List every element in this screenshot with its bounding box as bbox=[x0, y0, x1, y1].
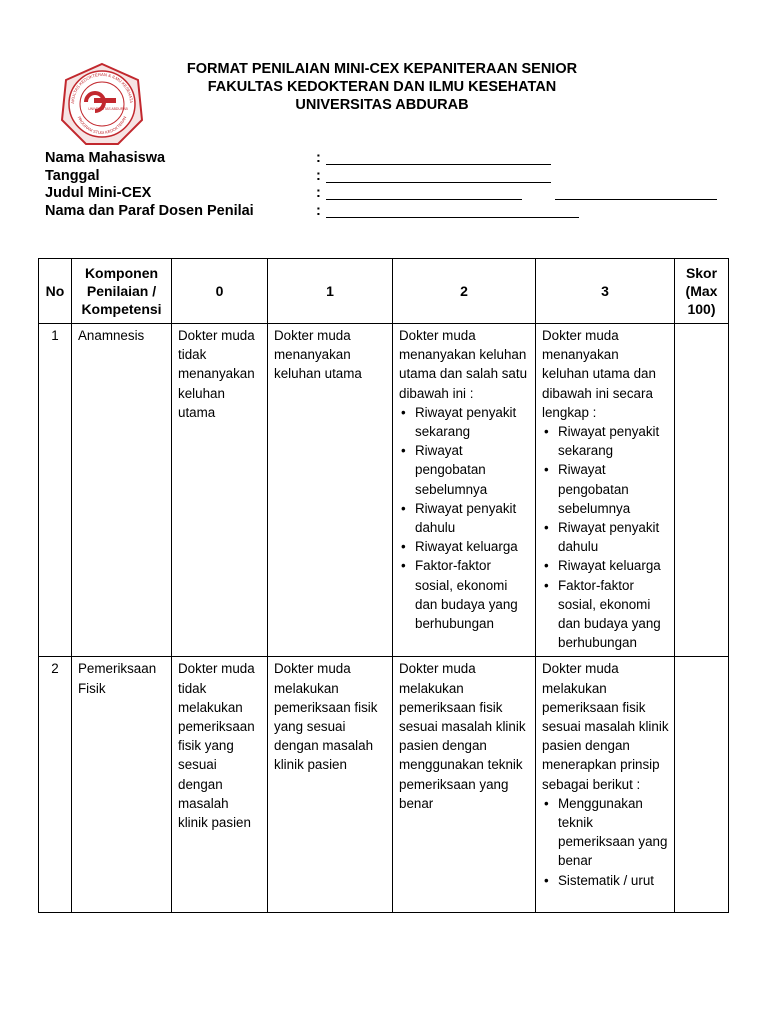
row-criteria-1: Dokter muda melakukan pemeriksaan fisik yang sesuai dengan masalah klinik pasien bbox=[268, 657, 393, 913]
header-score-2: 2 bbox=[393, 259, 536, 324]
list-item: • Riwayat keluarga bbox=[415, 537, 530, 556]
row-criteria-3 bbox=[536, 657, 675, 913]
header-title-line-2: FAKULTAS KEDOKTERAN DAN ILMU KESEHATAN bbox=[207, 79, 557, 95]
row-criteria-0: Dokter muda tidak melakukan pemeriksaan fisik yang sesuai dengan masalah klinik pasien bbox=[172, 657, 268, 913]
list-item: • Faktor-faktor sosial, ekonomi dan budaya yang berhubungan bbox=[558, 576, 669, 653]
row-component: Anamnesis bbox=[72, 324, 172, 657]
criteria-list bbox=[542, 422, 669, 652]
minicex-title-blank-line[interactable] bbox=[326, 199, 522, 200]
list-item: • Menggunakan teknik pemeriksaan yang benar bbox=[558, 794, 669, 871]
list-item: • Riwayat penyakit dahulu bbox=[415, 499, 530, 537]
logo-center-text: UNIVERSITAS ABDURAB bbox=[88, 107, 128, 111]
examiner-blank-line-extension[interactable] bbox=[551, 217, 579, 218]
header-score-1: 1 bbox=[268, 259, 393, 324]
field-row-examiner bbox=[45, 203, 735, 221]
row-score-cell[interactable] bbox=[675, 657, 729, 913]
list-item: • Riwayat keluarga bbox=[558, 556, 669, 575]
field-label-date: Tanggal bbox=[45, 167, 100, 184]
row-criteria-2: Dokter muda melakukan pemeriksaan fisik sesuai masalah klinik pasien dengan menggunakan teknik pemeriksaan yang benar bbox=[393, 657, 536, 913]
field-colon: : bbox=[316, 167, 321, 184]
assessment-table bbox=[38, 258, 729, 913]
criteria-intro: Dokter muda menanyakan keluhan utama dan dibawah ini secara lengkap : bbox=[542, 328, 656, 420]
field-colon: : bbox=[316, 150, 321, 166]
header-component: Komponen Penilaian / Kompetensi bbox=[72, 259, 172, 324]
student-info-fields bbox=[45, 150, 735, 220]
field-label-student-name: Nama Mahasiswa bbox=[45, 150, 166, 166]
field-label-minicex-title: Judul Mini-CEX bbox=[45, 185, 152, 201]
header-title-line-1: FORMAT PENILAIAN MINI-CEX KEPANITERAAN SENIOR bbox=[186, 61, 578, 77]
list-item: • Riwayat pengobatan sebelumnya bbox=[415, 441, 530, 499]
header-score-3: 3 bbox=[536, 259, 675, 324]
minicex-title-blank-line-2[interactable] bbox=[555, 199, 717, 200]
university-logo bbox=[60, 62, 144, 146]
field-colon: : bbox=[316, 185, 321, 201]
examiner-blank-line[interactable] bbox=[326, 217, 551, 218]
list-item: • Riwayat pengobatan sebelumnya bbox=[558, 460, 669, 518]
student-name-blank-line[interactable] bbox=[326, 164, 551, 165]
criteria-list bbox=[399, 403, 530, 633]
date-blank-line[interactable] bbox=[326, 182, 551, 183]
table-header-row bbox=[39, 259, 729, 324]
table-row bbox=[39, 324, 729, 657]
row-criteria-2 bbox=[393, 324, 536, 657]
header-max-score: Skor (Max 100) bbox=[675, 259, 729, 324]
row-number: 2 bbox=[39, 657, 72, 913]
header-no: No bbox=[39, 259, 72, 324]
header-title-line-3: UNIVERSITAS ABDURAB bbox=[295, 97, 469, 113]
row-criteria-0: Dokter muda tidak menanyakan keluhan utama bbox=[172, 324, 268, 657]
row-number: 1 bbox=[39, 324, 72, 657]
header-score-0: 0 bbox=[172, 259, 268, 324]
field-row-minicex-title bbox=[45, 185, 735, 203]
field-label-examiner: Nama dan Paraf Dosen Penilai bbox=[45, 202, 254, 219]
field-row-student-name bbox=[45, 150, 735, 168]
list-item: • Faktor-faktor sosial, ekonomi dan budaya yang berhubungan bbox=[415, 556, 530, 633]
row-criteria-3 bbox=[536, 324, 675, 657]
logo-ring-text-top: AKULTAS KEDOKTERAN & ILMU KESEHATA bbox=[69, 71, 135, 104]
field-row-date bbox=[45, 168, 735, 186]
table-row bbox=[39, 657, 729, 913]
list-item: • Riwayat penyakit sekarang bbox=[415, 403, 530, 441]
criteria-intro: Dokter muda menanyakan keluhan utama dan salah satu dibawah ini : bbox=[399, 328, 528, 401]
row-component: Pemeriksaan Fisik bbox=[72, 657, 172, 913]
row-criteria-1: Dokter muda menanyakan keluhan utama bbox=[268, 324, 393, 657]
criteria-intro: Dokter muda melakukan pemeriksaan fisik sesuai masalah klinik pasien dengan menerapkan prinsip sebagai berikut : bbox=[542, 661, 669, 792]
row-score-cell[interactable] bbox=[675, 324, 729, 657]
list-item: • Riwayat penyakit dahulu bbox=[558, 518, 669, 556]
list-item: • Sistematik / urut bbox=[558, 871, 669, 890]
field-colon: : bbox=[316, 202, 321, 219]
document-header bbox=[140, 60, 624, 114]
list-item: • Riwayat penyakit sekarang bbox=[558, 422, 669, 460]
criteria-list bbox=[542, 794, 669, 890]
logo-ring-text-bottom: PROGRAM STUDI KEDOKTERAN bbox=[76, 115, 128, 135]
